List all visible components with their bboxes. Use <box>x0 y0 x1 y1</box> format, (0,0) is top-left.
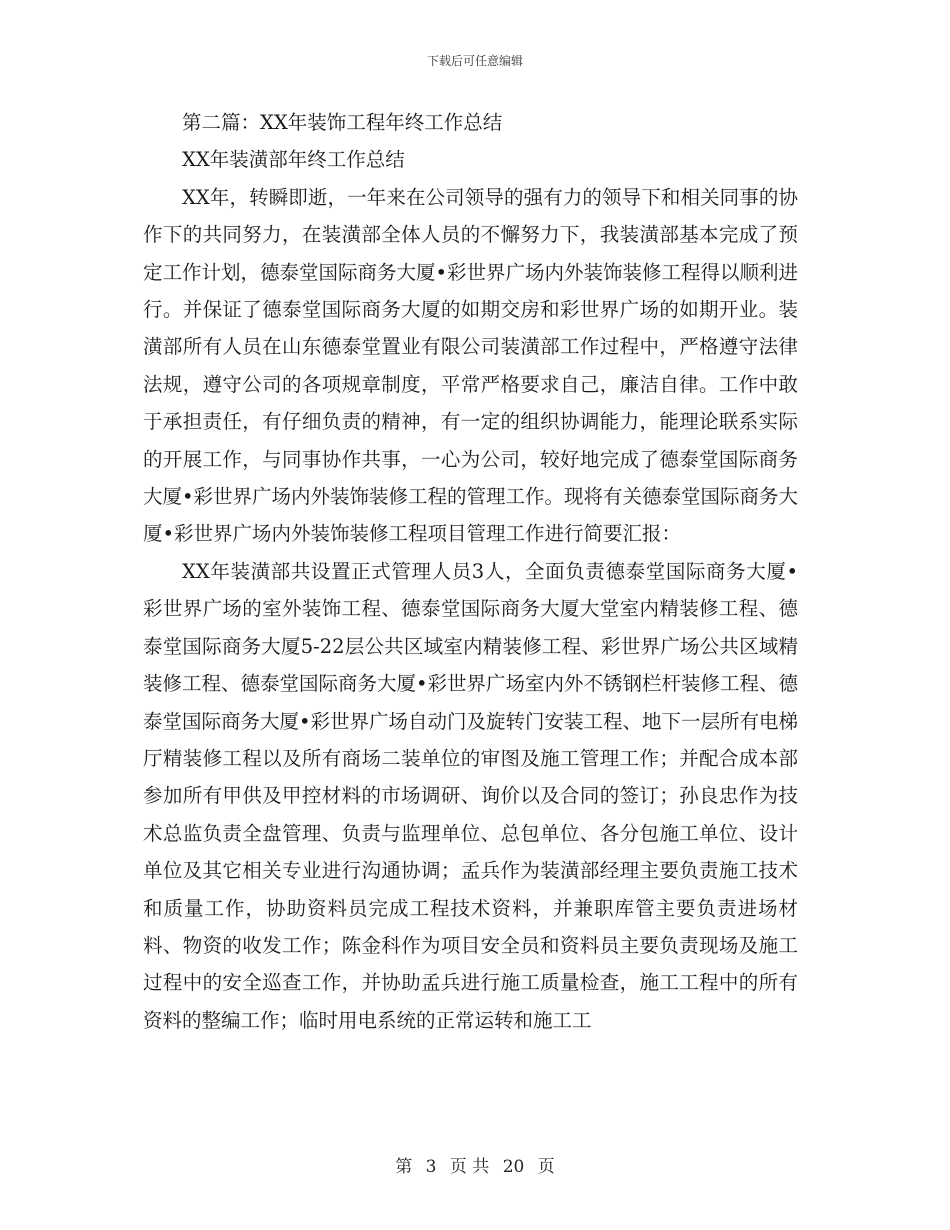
footer-middle: 页 共 <box>449 1157 490 1177</box>
footer-prefix: 第 <box>395 1157 413 1177</box>
body-paragraph-2: XX年装潢部共设置正式管理人员3人，全面负责德泰堂国际商务大厦•彩世界广场的室外装饰工程、德泰堂国际商务大厦大堂室内精装修工程、德泰堂国际商务大厦5-22层公共区域室内精装修工程、彩世界广场公共区域精装修工程、德泰堂国际商务大厦•彩世界广场室内外不锈钢栏杆装修工程、德泰堂国际商务大厦•彩世界广场自动门及旋转门安装工程、地下一层所有电梯厅精装修工程以及所有商场二装单位的审图及施工管理工作；并配合成本部参加所有甲供及甲控材料的市场调研、询价以及合同的签订；孙良忠作为技术总监负责全盘管理、负责与监理单位、总包单位、各分包施工单位、设计单位及其它相关专业进行沟通协调；孟兵作为装潢部经理主要负责施工技术和质量工作，协助资料员完成工程技术资料，并兼职库管主要负责进场材料、物资的收发工作；陈金科作为项目安全员和资料员主要负责现场及施工过程中的安全巡查工作，并协助孟兵进行施工质量检查，施工工程中的所有资料的整编工作；临时用电系统的正常运转和施工工 <box>143 559 799 1032</box>
document-subtitle: XX年装潢部年终工作总结 <box>182 148 405 172</box>
footer-suffix: 页 <box>537 1157 555 1177</box>
document-body <box>143 104 798 1039</box>
footer-current-page: 3 <box>425 1157 437 1177</box>
header-note: 下载后可任意编辑 <box>426 54 523 68</box>
chapter-title: 第二篇：XX年装饰工程年终工作总结 <box>182 111 503 134</box>
footer-total-pages: 20 <box>502 1157 525 1177</box>
body-paragraph-1: XX年，转瞬即逝，一年来在公司领导的强有力的领导下和相关同事的协作下的共同努力，在装潢部全体人员的不懈努力下，我装潢部基本完成了预定工作计划，德泰堂国际商务大厦•彩世界广场内外装饰装修工程得以顺利进行。并保证了德泰堂国际商务大厦的如期交房和彩世界广场的如期开业。装潢部所有人员在山东德泰堂置业有限公司装潢部工作过程中，严格遵守法律法规，遵守公司的各项规章制度，平常严格要求自己，廉洁自律。工作中敢于承担责任，有仔细负责的精神，有一定的组织协调能力，能理论联系实际的开展工作，与同事协作共事，一心为公司，较好地完成了德泰堂国际商务大厦•彩世界广场内外装饰装修工程的管理工作。现将有关德泰堂国际商务大厦•彩世界广场内外装饰装修工程项目管理工作进行简要汇报： <box>143 185 799 546</box>
page-footer <box>0 1152 950 1177</box>
